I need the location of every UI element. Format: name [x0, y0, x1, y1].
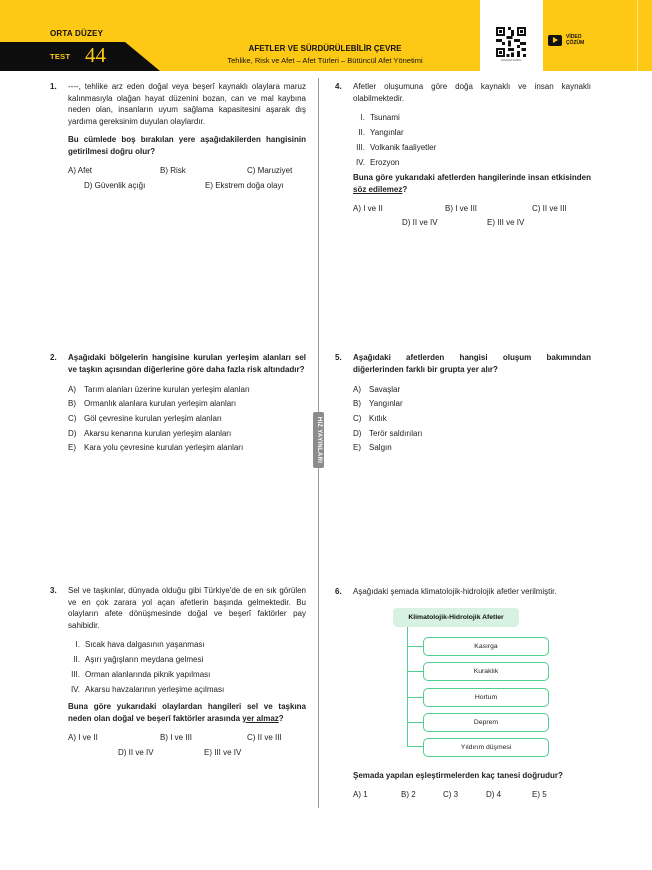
diagram-item: Kasırga: [423, 637, 549, 656]
statement-item: IV. Akarsu havzalarının yerleşime açılması: [70, 684, 225, 694]
option-a[interactable]: A) Savaşlar: [353, 384, 401, 394]
question-3: [50, 585, 306, 758]
disaster-diagram: [393, 608, 553, 758]
difficulty-level: ORTA DÜZEY: [50, 29, 104, 38]
qr-code-icon[interactable]: [496, 27, 526, 57]
option-d[interactable]: D) Akarsu kenarına kurulan yerleşim alanları: [68, 428, 232, 438]
answer-options: [353, 203, 591, 229]
option-e[interactable]: E) III ve IV: [204, 748, 242, 757]
play-icon: [548, 35, 562, 46]
option-b[interactable]: B) Risk: [160, 166, 186, 175]
diagram-branch-line: [407, 671, 423, 672]
option-e[interactable]: E) Salgın: [353, 443, 392, 453]
statement-item: III. Volkanik faaliyetler: [356, 142, 437, 152]
option-b[interactable]: B) 2: [401, 790, 416, 799]
question-text: ----, tehlike arz eden doğal veya beşerî kaynaklı olaylara maruz kalınmasıyla olağan hayat düzenini bozan, can ve mal kaybına neden olan, insanların uyum sağlama kapasitesini aşarak dış yardıma gereksinim duyulan olaylardır.: [68, 82, 306, 126]
option-a[interactable]: A) I ve II: [353, 204, 383, 213]
question-stem: Aşağıdaki afetlerden hangisi oluşum bakımından diğerlerinden farklı bir grupta yer alır?: [353, 353, 591, 374]
diagram-branch-line: [407, 746, 423, 747]
diagram-title: Klimatolojik-Hidrolojik Afetler: [393, 608, 519, 627]
question-4: [335, 81, 591, 229]
option-a[interactable]: A) I ve II: [68, 733, 98, 742]
test-label: TEST: [50, 52, 71, 61]
qr-panel: [480, 0, 543, 71]
question-text: Afetler oluşumuna göre doğa kaynaklı ve insan kaynaklı olabilmektedir.: [353, 82, 591, 103]
option-d[interactable]: D) Güvenlik açığı: [84, 181, 146, 190]
question-number: 1.: [50, 82, 57, 91]
option-e[interactable]: E) Ekstrem doğa olayı: [205, 181, 284, 190]
question-stem: Bu cümlede boş bırakılan yere aşağıdakilerden hangisinin getirilmesi doğru olur?: [68, 135, 306, 156]
option-b[interactable]: B) I ve III: [160, 733, 193, 742]
answer-options: [68, 165, 306, 191]
option-e[interactable]: E) Kara yolu çevresine kurulan yerleşim alanları: [68, 443, 244, 453]
unit-subtitle: Tehlike, Risk ve Afet – Afet Türleri – Bütüncül Afet Yönetimi: [227, 56, 423, 65]
question-stem: Buna göre yukarıdaki olaylardan hangileri sel ve taşkına neden olan doğal ve beşerî faktörler arasında yer almaz?: [68, 702, 306, 723]
diagram-item: Kuraklık: [423, 662, 549, 681]
statement-list: [353, 110, 591, 170]
question-stem: Buna göre yukarıdaki afetlerden hangilerinde insan etkisinden söz edilemez?: [353, 173, 591, 194]
video-label-line1: VİDEO: [566, 34, 582, 40]
question-number: 2.: [50, 353, 57, 362]
option-c[interactable]: C) II ve III: [247, 733, 282, 742]
option-e[interactable]: E) 5: [532, 790, 547, 799]
diagram-branch-line: [407, 722, 423, 723]
statement-item: I. Tsunami: [360, 112, 400, 122]
question-1: [50, 81, 306, 191]
question-stem: Aşağıdaki bölgelerin hangisine kurulan yerleşim alanları sel ve taşkın açısından diğerlerine göre daha fazla risk altındadır?: [68, 353, 306, 374]
option-b[interactable]: B) Ormanlık alanlara kurulan yerleşim alanları: [68, 399, 237, 409]
publisher-tag: [313, 412, 324, 468]
question-2: [50, 352, 306, 455]
option-b[interactable]: B) I ve III: [445, 204, 478, 213]
unit-title: AFETLER VE SÜRDÜRÜLEBİLİR ÇEVRE: [248, 44, 402, 53]
emphasis-underline: yer almaz: [242, 713, 279, 723]
option-c[interactable]: C) Kıtlık: [353, 413, 387, 423]
header-edge-line: [637, 0, 638, 71]
statement-list: [68, 637, 306, 697]
option-d[interactable]: D) II ve IV: [402, 218, 438, 227]
question-6: [335, 586, 591, 803]
answer-options: [68, 382, 306, 455]
option-b[interactable]: B) Yangınlar: [353, 399, 403, 409]
question-stem: Şemada yapılan eşleştirmelerden kaç tanesi doğrudur?: [353, 770, 563, 780]
video-label-line2: ÇÖZÜM: [566, 40, 585, 46]
option-d[interactable]: D) Terör saldırıları: [353, 428, 423, 438]
option-a[interactable]: A) 1: [353, 790, 368, 799]
answer-options: [68, 732, 306, 758]
option-c[interactable]: C) 3: [443, 790, 459, 799]
diagram-trunk-line: [407, 627, 408, 746]
option-d[interactable]: D) II ve IV: [118, 748, 154, 757]
option-a[interactable]: A) Afet: [68, 166, 93, 175]
statement-item: II. Yangınlar: [358, 127, 404, 137]
qr-caption: ÇÖZÜM KODU: [500, 58, 522, 62]
option-c[interactable]: C) Maruziyet: [247, 166, 293, 175]
test-band: [0, 42, 160, 71]
statement-item: IV. Erozyon: [355, 157, 400, 167]
question-text: Sel ve taşkınlar, dünyada olduğu gibi Türkiye'de de en sık görülen ve en çok zarara yol açan afetlerin başında gelmektedir. Bu olayların afete dönüşmesinde doğal ve beşerî faktörler pay sahibidir.: [68, 586, 306, 630]
option-d[interactable]: D) 4: [486, 790, 502, 799]
answer-options: [353, 382, 591, 455]
statement-item: III. Orman alanlarında piknik yapılması: [71, 669, 211, 679]
question-number: 4.: [335, 82, 342, 91]
statement-item: I. Sıcak hava dalgasının yaşanması: [75, 639, 205, 649]
diagram-item: Hortum: [423, 688, 549, 707]
option-c[interactable]: C) Göl çevresine kurulan yerleşim alanları: [68, 413, 222, 423]
video-solution-link[interactable]: [548, 34, 584, 46]
page-header: [0, 0, 652, 71]
emphasis-underline: söz edilemez: [353, 184, 403, 194]
diagram-branch-line: [407, 646, 423, 647]
test-number: 44: [85, 43, 106, 67]
question-number: 5.: [335, 353, 342, 362]
answer-options: [353, 789, 591, 803]
diagram-item: Yıldırım düşmesi: [423, 738, 549, 757]
question-text: Aşağıdaki şemada klimatolojik-hidrolojik afetler verilmiştir.: [353, 587, 557, 596]
option-e[interactable]: E) III ve IV: [487, 218, 525, 227]
option-c[interactable]: C) II ve III: [532, 204, 567, 213]
question-number: 3.: [50, 586, 57, 595]
diagram-item: Deprem: [423, 713, 549, 732]
publisher-name: HIZ YAYINLARI: [315, 416, 322, 464]
statement-item: II. Aşırı yağışların meydana gelmesi: [73, 654, 204, 664]
diagram-branch-line: [407, 697, 423, 698]
question-5: [335, 352, 591, 455]
question-number: 6.: [335, 587, 342, 596]
option-a[interactable]: A) Tarım alanları üzerine kurulan yerleşim alanları: [68, 384, 250, 394]
